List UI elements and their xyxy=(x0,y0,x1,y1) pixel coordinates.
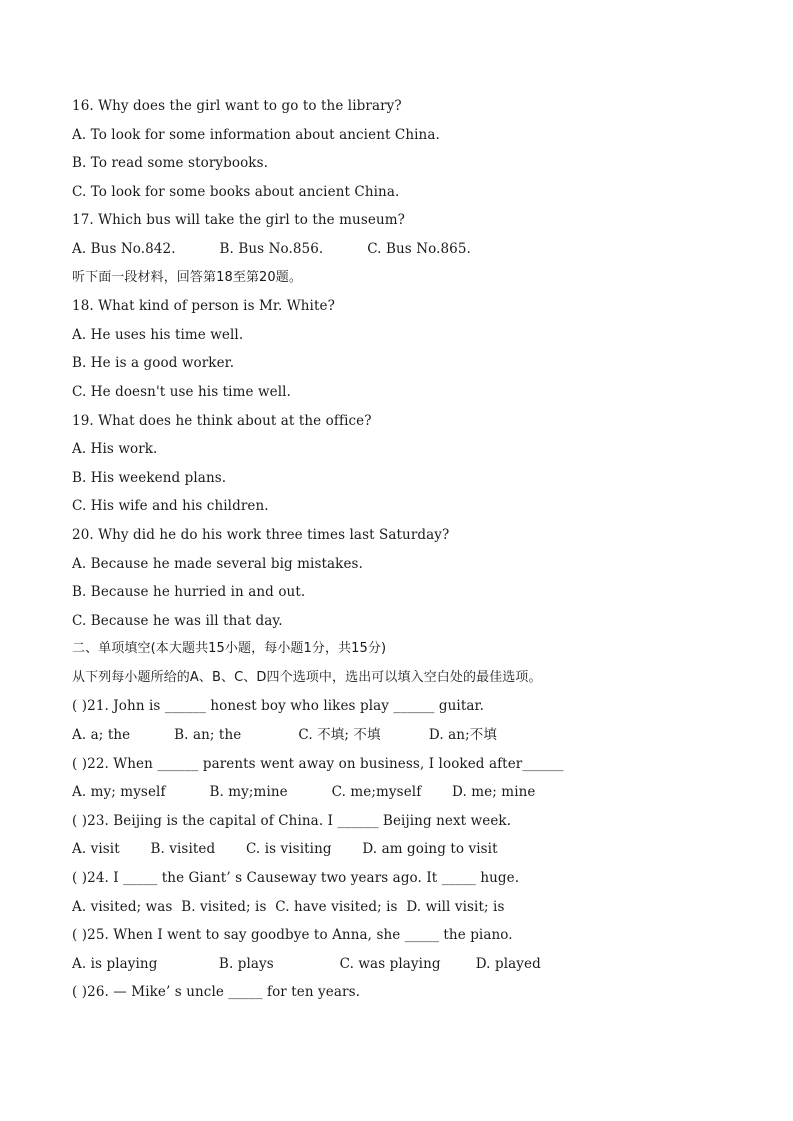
option-19c: C. His wife and his children. xyxy=(72,498,269,515)
options-17: A. Bus No.842. B. Bus No.856. C. Bus No.865. xyxy=(72,240,471,257)
question-25: ( )25. When I went to say goodbye to Anna, she _____ the piano. xyxy=(72,927,513,944)
option-20b: B. Because he hurried in and out. xyxy=(72,584,306,601)
options-24: A. visited; was B. visited; is C. have visited; is D. will visit; is xyxy=(72,898,505,915)
option-18c: C. He doesn't use his time well. xyxy=(72,383,291,400)
document-page xyxy=(72,96,732,1011)
option-16b: B. To read some storybooks. xyxy=(72,155,268,172)
options-25: A. is playing B. plays C. was playing D. played xyxy=(72,955,541,972)
question-17: 17. Which bus will take the girl to the museum? xyxy=(72,212,405,229)
option-16c: C. To look for some books about ancient China. xyxy=(72,183,400,200)
question-23: ( )23. Beijing is the capital of China. I ______ Beijing next week. xyxy=(72,812,512,829)
question-20: 20. Why did he do his work three times last Saturday? xyxy=(72,526,450,543)
option-18b: B. He is a good worker. xyxy=(72,355,235,372)
listening-instruction: 听下面一段材料，回答第18至第20题。 xyxy=(72,269,302,285)
question-16: 16. Why does the girl want to go to the library? xyxy=(72,98,402,114)
option-20a: A. Because he made several big mistakes. xyxy=(72,555,363,572)
option-20c: C. Because he was ill that day. xyxy=(72,612,283,629)
option-19b: B. His weekend plans. xyxy=(72,469,227,486)
options-21: A. a; the B. an; the C. 不填; 不填 D. an;不填 xyxy=(72,727,497,744)
question-21: ( )21. John is ______ honest boy who likes play ______ guitar. xyxy=(72,698,484,715)
question-18: 18. What kind of person is Mr. White? xyxy=(72,298,335,315)
question-19: 19. What does he think about at the office? xyxy=(72,412,372,429)
options-23: A. visit B. visited C. is visiting D. am going to visit xyxy=(72,841,498,858)
question-26: ( )26. — Mike’ s uncle _____ for ten years. xyxy=(72,984,360,1001)
question-22: ( )22. When ______ parents went away on business, I looked after______ xyxy=(72,755,564,772)
options-22: A. my; myself B. my;mine C. me;myself D. me; mine xyxy=(72,784,536,801)
option-18a: A. He uses his time well. xyxy=(72,326,244,343)
option-19a: A. His work. xyxy=(72,441,158,458)
section-instruction: 从下列每小题所给的A、B、C、D四个选项中，选出可以填入空白处的最佳选项。 xyxy=(72,669,542,685)
question-24: ( )24. I _____ the Giant’ s Causeway two years ago. It _____ huge. xyxy=(72,870,520,887)
option-16a: A. To look for some information about ancient China. xyxy=(72,126,440,143)
section-heading: 二、单项填空(本大题共15小题，每小题1分，共15分) xyxy=(72,641,387,657)
